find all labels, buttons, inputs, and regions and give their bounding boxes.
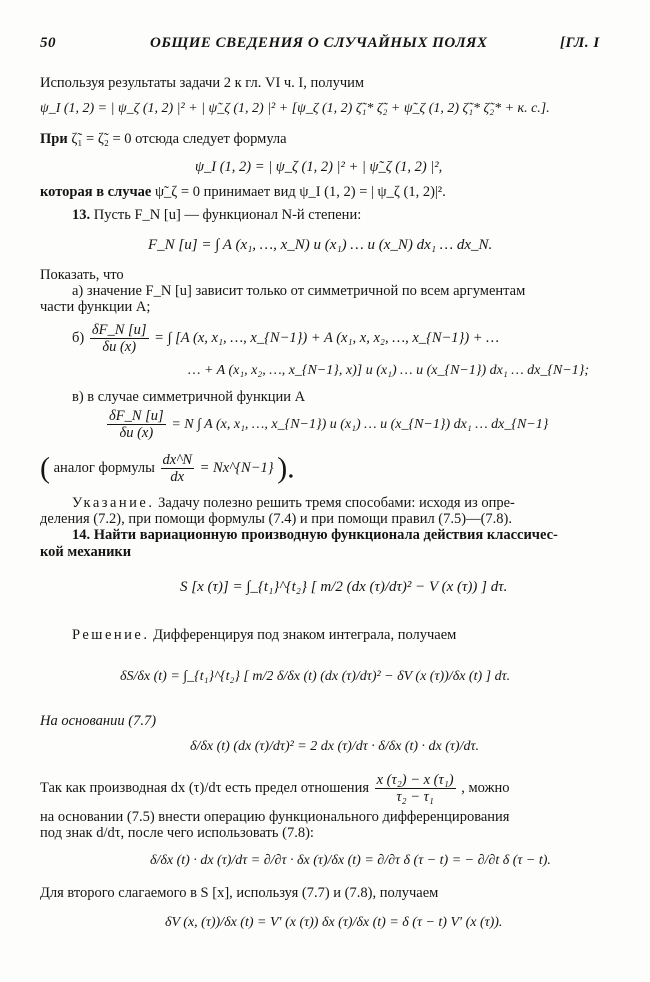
solution-line	[72, 626, 456, 644]
problem-14-number: 14.	[72, 527, 91, 543]
since-fraction	[375, 772, 456, 805]
problem-14	[72, 526, 558, 544]
running-title: ОБЩИЕ СВЕДЕНИЯ О СЛУЧАЙНЫХ ПОЛЯХ	[150, 35, 488, 51]
equation-7-8: δ/δx (t) · dx (τ)/dτ = ∂/∂τ · δx (τ)/δx (t) = ∂/∂τ δ (τ − t) = − ∂/∂t δ (τ − t).	[150, 853, 551, 868]
item-b-rhs-2: … + A (x₁, x₂, …, x_{N−1}, x)] u (x₁) … u (x_{N−1}) dx₁ … dx_{N−1};	[188, 363, 589, 378]
problem-13	[72, 206, 361, 224]
analog-rhs: = Nx^{N−1}	[199, 459, 274, 476]
item-c-denominator: δu (x)	[119, 425, 154, 441]
item-b-numerator: δF_N [u]	[91, 322, 147, 338]
item-c	[105, 408, 548, 441]
condition-lead: При	[40, 131, 68, 147]
special-case-line	[40, 183, 446, 201]
item-c-numerator: δF_N [u]	[109, 408, 164, 424]
left-paren: (	[40, 451, 50, 485]
item-a-line-2: части функции A;	[40, 299, 151, 315]
condition-line	[40, 130, 287, 148]
hint-word: Указание.	[72, 495, 155, 511]
since-denominator: τ₂ − τ₁	[396, 789, 434, 805]
item-c-label: в) в случае симметричной функции A	[72, 389, 306, 405]
problem-14-line-2: кой механики	[40, 544, 132, 560]
basis-7-7: На основании (7.7)	[40, 713, 157, 729]
equation-1: ψ_I (1, 2) = | ψ_ζ (1, 2) |² + | ψ̃_ζ (1, 2) |² + [ψ_ζ (1, 2) ζ̃₁* ζ̃₂ + ψ̃_ζ (1, 2) ζ̃₁* ζ̃₂* + к. с.].	[40, 101, 550, 116]
item-c-rhs: = N ∫ A (x, x₁, …, x_{N−1}) u (x₁) … u (x_{N−1}) dx₁ … dx_{N−1}	[171, 416, 549, 432]
under-sign-line: под знак d/dτ, после чего использовать (7.8):	[40, 825, 314, 841]
since-numerator: x (τ₂) − x (τ₁)	[376, 772, 454, 788]
item-c-fraction	[107, 408, 166, 441]
right-paren: ).	[277, 451, 295, 485]
item-a-line-1: а) значение F_N [u] зависит только от симметричной по всем аргументам	[72, 283, 526, 299]
equation-variation: δS/δx (t) = ∫_{t₁}^{t₂} [ m/2 δ/δx (t) (dx (τ)/dτ)² − δV (x (τ))/δx (t) ] dτ.	[120, 669, 511, 684]
analog-text: аналог формулы	[53, 459, 155, 476]
equation-3: F_N [u] = ∫ A (x₁, …, x_N) u (x₁) … u (x_N) dx₁ … dx_N.	[148, 237, 493, 253]
equation-7-7: δ/δx (t) (dx (τ)/dτ)² = 2 dx (τ)/dτ · δ/δx (t) · dx (τ)/dτ.	[190, 739, 479, 754]
page-number: 50	[40, 35, 56, 51]
since-text: Так как производная dx (τ)/dτ есть предел отношения	[40, 779, 369, 796]
analog-numerator: dx^N	[162, 452, 192, 468]
item-b	[72, 322, 499, 355]
show-that: Показать, что	[40, 267, 124, 283]
item-b-label: б)	[72, 329, 85, 346]
analog-denominator: dx	[170, 469, 185, 485]
equation-last: δV (x, (τ))/δx (t) = V′ (x (τ)) δx (τ)/δx (t) = δ (τ − t) V′ (x (τ)).	[165, 915, 503, 930]
special-case-lead: которая в случае	[40, 184, 152, 200]
analog-fraction	[161, 452, 194, 485]
second-term-line: Для второго слагаемого в S [x], используя (7.7) и (7.8), получаем	[40, 885, 439, 901]
solution-word: Решение.	[72, 627, 150, 643]
hint-text: Задачу полезно решить тремя способами: исходя из опре-	[158, 495, 515, 511]
problem-13-text: Пусть F_N [u] — функционал N-й степени:	[93, 207, 362, 223]
intro-line: Используя результаты задачи 2 к гл. VI ч. I, получим	[40, 75, 365, 91]
equation-2: ψ_I (1, 2) = | ψ_ζ (1, 2) |² + | ψ̃_ζ (1, 2) |²,	[195, 159, 443, 175]
hint-line-2: деления (7.2), при помощи формулы (7.4) и при помощи правил (7.5)—(7.8).	[40, 511, 513, 527]
since-line	[40, 772, 510, 805]
problem-13-number: 13.	[72, 207, 91, 223]
solution-text: Дифференцируя под знаком интеграла, получаем	[153, 627, 457, 643]
since-end: , можно	[461, 779, 510, 796]
item-b-rhs-1: = ∫ [A (x, x₁, …, x_{N−1}) + A (x₁, x, x₂, …, x_{N−1}) + …	[154, 329, 500, 346]
analog-formula	[40, 452, 295, 485]
item-b-denominator: δu (x)	[102, 339, 137, 355]
special-case-text: ψ̃_ζ = 0 принимает вид ψ_I (1, 2) = | ψ_ζ (1, 2)|².	[154, 184, 446, 200]
condition-text: ζ̃₁ = ζ̃₂ = 0 отсюда следует формула	[71, 131, 287, 147]
item-b-fraction	[90, 322, 149, 355]
equation-action: S [x (τ)] = ∫_{t₁}^{t₂} [ m/2 (dx (τ)/dτ)² − V (x (τ)) ] dτ.	[180, 579, 508, 595]
basis-7-5-line: на основании (7.5) внести операцию функционального дифференцирования	[40, 809, 510, 825]
problem-14-text: Найти вариационную производную функционала действия классичес-	[93, 527, 558, 543]
chapter-label: [ГЛ. I	[560, 35, 600, 51]
